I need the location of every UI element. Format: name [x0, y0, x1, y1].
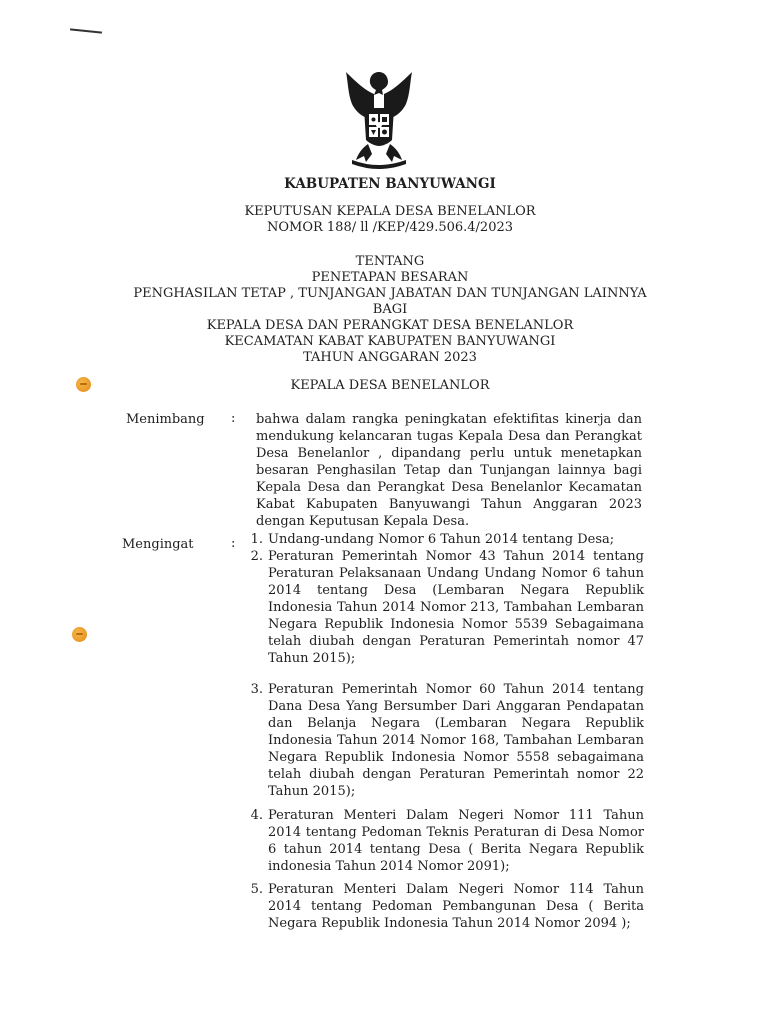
list-item: Peraturan Pemerintah Nomor 43 Tahun 2014 tentang Peraturan Pelaksanaan Undang Undang Nomor 6 tahun 2014 tentang Desa (Lembaran Negara Republik Indonesia Tahun 2014 Nomor 213, Tambahan Lembaran Negara Republik Indonesia Nomor 5539 Sebagaimana telah diubah dengan Peraturan Pemerintah nomor 47 Tahun 2015); [268, 549, 644, 666]
tentang-heading: TENTANG [355, 254, 425, 269]
issuer-heading: KEPALA DESA BENELANLOR [290, 378, 490, 393]
list-item-number: 4. [250, 808, 263, 823]
garuda-emblem-icon [330, 68, 428, 170]
decree-number: NOMOR 188/ ll /KEP/429.506.4/2023 [266, 220, 514, 235]
subject-line: PENGHASILAN TETAP , TUNJANGAN JABATAN DAN TUNJANGAN LAINNYA [133, 286, 647, 301]
scan-mark [70, 28, 102, 33]
subject-line: PENETAPAN BESARAN [311, 270, 469, 285]
list-item-number: 5. [250, 882, 263, 897]
menimbang-colon: : [231, 411, 236, 426]
subject-line: KEPALA DESA DAN PERANGKAT DESA BENELANLOR [206, 318, 574, 333]
list-item: Peraturan Menteri Dalam Negeri Nomor 114 Tahun 2014 tentang Pedoman Pembangunan Desa ( Berita Negara Republik Indonesia Tahun 2014 Nomor 2094 ); [268, 882, 644, 931]
decree-title: KEPUTUSAN KEPALA DESA BENELANLOR [244, 204, 536, 219]
subject-line: KECAMATAN KABAT KABUPATEN BANYUWANGI [224, 334, 556, 349]
menimbang-text: bahwa dalam rangka peningkatan efektifitas kinerja dan mendukung kelancaran tugas Kepala Desa dan Perangkat Desa Benelanlor , dipandang perlu untuk menetapkan besaran Penghasilan Tetap dan Tunjangan lainnya bagi Kepala Desa dan Perangkat Desa Benelanlor Kecamatan Kabat Kabupaten Banyuwangi Tahun Anggaran 2023 dengan Keputusan Kepala Desa. [256, 412, 642, 529]
mengingat-label: Mengingat [122, 537, 194, 552]
list-item-number: 3. [250, 682, 263, 697]
subject-line: TAHUN ANGGARAN 2023 [303, 350, 477, 365]
punch-hole-mark [72, 627, 87, 642]
list-item: Peraturan Menteri Dalam Negeri Nomor 111 Tahun 2014 tentang Pedoman Teknis Peraturan di Desa Nomor 6 tahun 2014 tentang Desa ( Berita Negara Republik indonesia Tahun 2014 Nomor 2091); [268, 808, 644, 874]
list-item-number: 1. [250, 532, 263, 547]
regency-heading: KABUPATEN BANYUWANGI [284, 176, 496, 192]
punch-hole-mark [76, 377, 91, 392]
list-item: Undang-undang Nomor 6 Tahun 2014 tentang Desa; [268, 532, 615, 547]
menimbang-label: Menimbang [126, 412, 205, 427]
list-item: Peraturan Pemerintah Nomor 60 Tahun 2014 tentang Dana Desa Yang Bersumber Dari Anggaran Pendapatan dan Belanja Negara (Lembaran Negara Republik Indonesia Tahun 2014 Nomor 168, Tambahan Lembaran Negara Republik Indonesia Nomor 5558 sebagaimana telah diubah dengan Peraturan Pemerintah nomor 22 Tahun 2015); [268, 682, 644, 799]
mengingat-colon: : [231, 536, 236, 551]
subject-line: BAGI [372, 302, 408, 317]
list-item-number: 2. [250, 549, 263, 564]
